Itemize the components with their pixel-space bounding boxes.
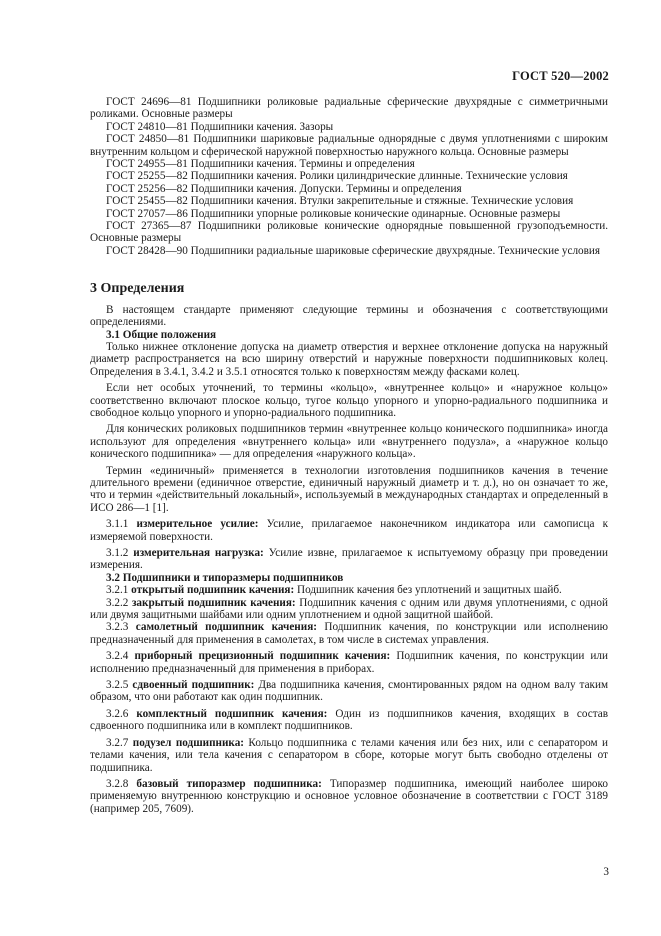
section-intro: В настоящем стандарте применяют следующие термины и обозначения с соответствующими определениями. bbox=[90, 303, 608, 329]
definition-number: 3.2.2 bbox=[106, 596, 129, 609]
definition bbox=[90, 518, 608, 543]
definition-term: измерительное усилие: bbox=[136, 518, 259, 531]
definition-text: Усилие, прилагаемое наконечником индикатора или самописца к измеряемой поверхности. bbox=[90, 518, 609, 543]
definition-term: подузел подшипника: bbox=[132, 736, 245, 749]
definition-text: Подшипник качения без уплотнений и защитных шайб. bbox=[297, 584, 562, 597]
reference-item: ГОСТ 24696—81 Подшипники роликовые радиальные сферические двухрядные с симметричными роликами. Основные размеры bbox=[90, 96, 608, 121]
definition-number: 3.2.1 bbox=[106, 584, 129, 597]
reference-item: ГОСТ 27057—86 Подшипники упорные роликовые конические одинарные. Основные размеры bbox=[106, 207, 561, 220]
definition-term: базовый типоразмер подшипника: bbox=[136, 777, 322, 790]
definition bbox=[90, 778, 608, 815]
paragraph: Только нижнее отклонение допуска на диаметр отверстия и верхнее отклонение допуска на наружный диаметр распространяется на всю ширину отверстий и наружные поверхности подшипниковых колец. Определения в 3.4.1, 3.4.2 и 3.5.1 относятся только к поверхностям между фасками колец. bbox=[90, 340, 608, 378]
definition bbox=[90, 621, 608, 646]
definition-term: самолетный подшипник качения: bbox=[135, 621, 317, 634]
definition-number: 3.2.4 bbox=[106, 650, 129, 663]
definition-term: приборный прецизионный подшипник качения: bbox=[134, 650, 391, 663]
reference-item: ГОСТ 28428—90 Подшипники радиальные шариковые сферические двухрядные. Технические условия bbox=[106, 244, 601, 257]
definition-text: Подшипник качения, по конструкции или исполнению предназначенный для применения в приборах. bbox=[90, 650, 608, 675]
reference-item: ГОСТ 24955—81 Подшипники качения. Термины и определения bbox=[106, 158, 415, 171]
reference-item: ГОСТ 27365—87 Подшипники роликовые конические однорядные повышенной грузоподъемности. Основные размеры bbox=[90, 220, 608, 245]
definition bbox=[90, 737, 608, 774]
subsection-heading: 3.2 Подшипники и типоразмеры подшипников bbox=[106, 571, 344, 584]
definition-text: Подшипник качения с одним или двумя уплотнениями, с одной или двумя защитными шайбами или одним уплотнением и одной защитной шайбой. bbox=[90, 596, 608, 622]
paragraph: Термин «единичный» применяется в технологии изготовления подшипников качения в течение длительного времени (единичное отверстие, единичный наружный диаметр и т. д.), но он означает то же, что и термин «действительный локальный», используемый в международных стандартах и определенный в ИСО 286—1 [1]. bbox=[90, 464, 608, 514]
reference-item: ГОСТ 24810—81 Подшипники качения. Зазоры bbox=[106, 120, 334, 133]
reference-item: ГОСТ 24850—81 Подшипники шариковые радиальные однорядные с двумя уплотнениями с широким внутренним кольцом и сферической наружной поверхностью наружного кольца. Основные размеры bbox=[90, 133, 608, 158]
subsection-heading: 3.1 Общие положения bbox=[106, 328, 217, 341]
definition-text: Два подшипника качения, смонтированных рядом на одном валу таким образом, что они работают как один подшипник. bbox=[90, 679, 609, 704]
definition-term: сдвоенный подшипник: bbox=[132, 679, 255, 692]
definition bbox=[90, 597, 608, 622]
definition-text: Типоразмер подшипника, имеющий наиболее широко применяемую внутреннюю конструкцию и основное условное обозначение в соответствии с ГОСТ 3189 (например 205, 7609). bbox=[90, 777, 608, 815]
definition-term: открытый подшипник качения: bbox=[131, 584, 295, 597]
paragraph: Для конических роликовых подшипников термин «внутреннее кольцо конического подшипника» иногда используют для определения «внутреннего кольца» или «внутреннего подузла», а «наружное кольцо конического подшипника» — для определения «наружного кольца». bbox=[90, 423, 608, 461]
definition-number: 3.1.2 bbox=[106, 547, 129, 559]
definition-term: закрытый подшипник качения: bbox=[131, 596, 296, 609]
document-header: ГОСТ 520—2002 bbox=[512, 69, 609, 83]
definition-number: 3.2.7 bbox=[106, 736, 129, 749]
definition bbox=[90, 679, 608, 704]
section-title: 3 Определения bbox=[90, 281, 185, 297]
definition-number: 3.2.3 bbox=[106, 621, 129, 634]
page-number: 3 bbox=[603, 866, 609, 878]
definition-term: измерительная нагрузка: bbox=[133, 547, 264, 559]
definition bbox=[90, 708, 608, 733]
definition-number: 3.1.1 bbox=[106, 518, 129, 531]
definition-number: 3.2.8 bbox=[106, 777, 129, 790]
reference-item: ГОСТ 25455—82 Подшипники качения. Втулки закрепительные и стяжные. Технические условия bbox=[106, 195, 574, 208]
definition bbox=[90, 650, 608, 675]
definition-term: комплектный подшипник качения: bbox=[136, 707, 328, 720]
definition-number: 3.2.5 bbox=[106, 679, 129, 692]
paragraph: Если нет особых уточнений, то термины «кольцо», «внутреннее кольцо» и «наружное кольцо» соответственно включают плоское кольцо, тугое кольцо упорного и упорно-радиального подшипника и свободное кольцо упорного и упорно-радиального подшипника. bbox=[90, 382, 608, 419]
definition-text: Подшипник качения, по конструкции или исполнению предназначенный для применения в самолетах, в том числе в системах управления. bbox=[90, 621, 608, 646]
definition bbox=[90, 547, 608, 572]
page-content bbox=[90, 96, 608, 815]
reference-item: ГОСТ 25255—82 Подшипники качения. Ролики цилиндрические длинные. Технические условия bbox=[106, 170, 568, 183]
reference-item: ГОСТ 25256—82 Подшипники качения. Допуски. Термины и определения bbox=[106, 182, 462, 195]
definition-number: 3.2.6 bbox=[106, 707, 129, 720]
definition-text: Кольцо подшипника с телами качения или без них, или с сепаратором и телами качения, или тела качения с сепаратором в сборе, которые могут быть свободно отделены от подшипника. bbox=[90, 736, 609, 774]
definition-text: Усилие извне, прилагаемое к испытуемому образцу при проведении измерения. bbox=[90, 547, 609, 572]
definition bbox=[90, 584, 608, 596]
definition-text: Один из подшипников качения, входящих в состав сдвоенного подшипника или в комплект подшипников. bbox=[90, 707, 608, 733]
